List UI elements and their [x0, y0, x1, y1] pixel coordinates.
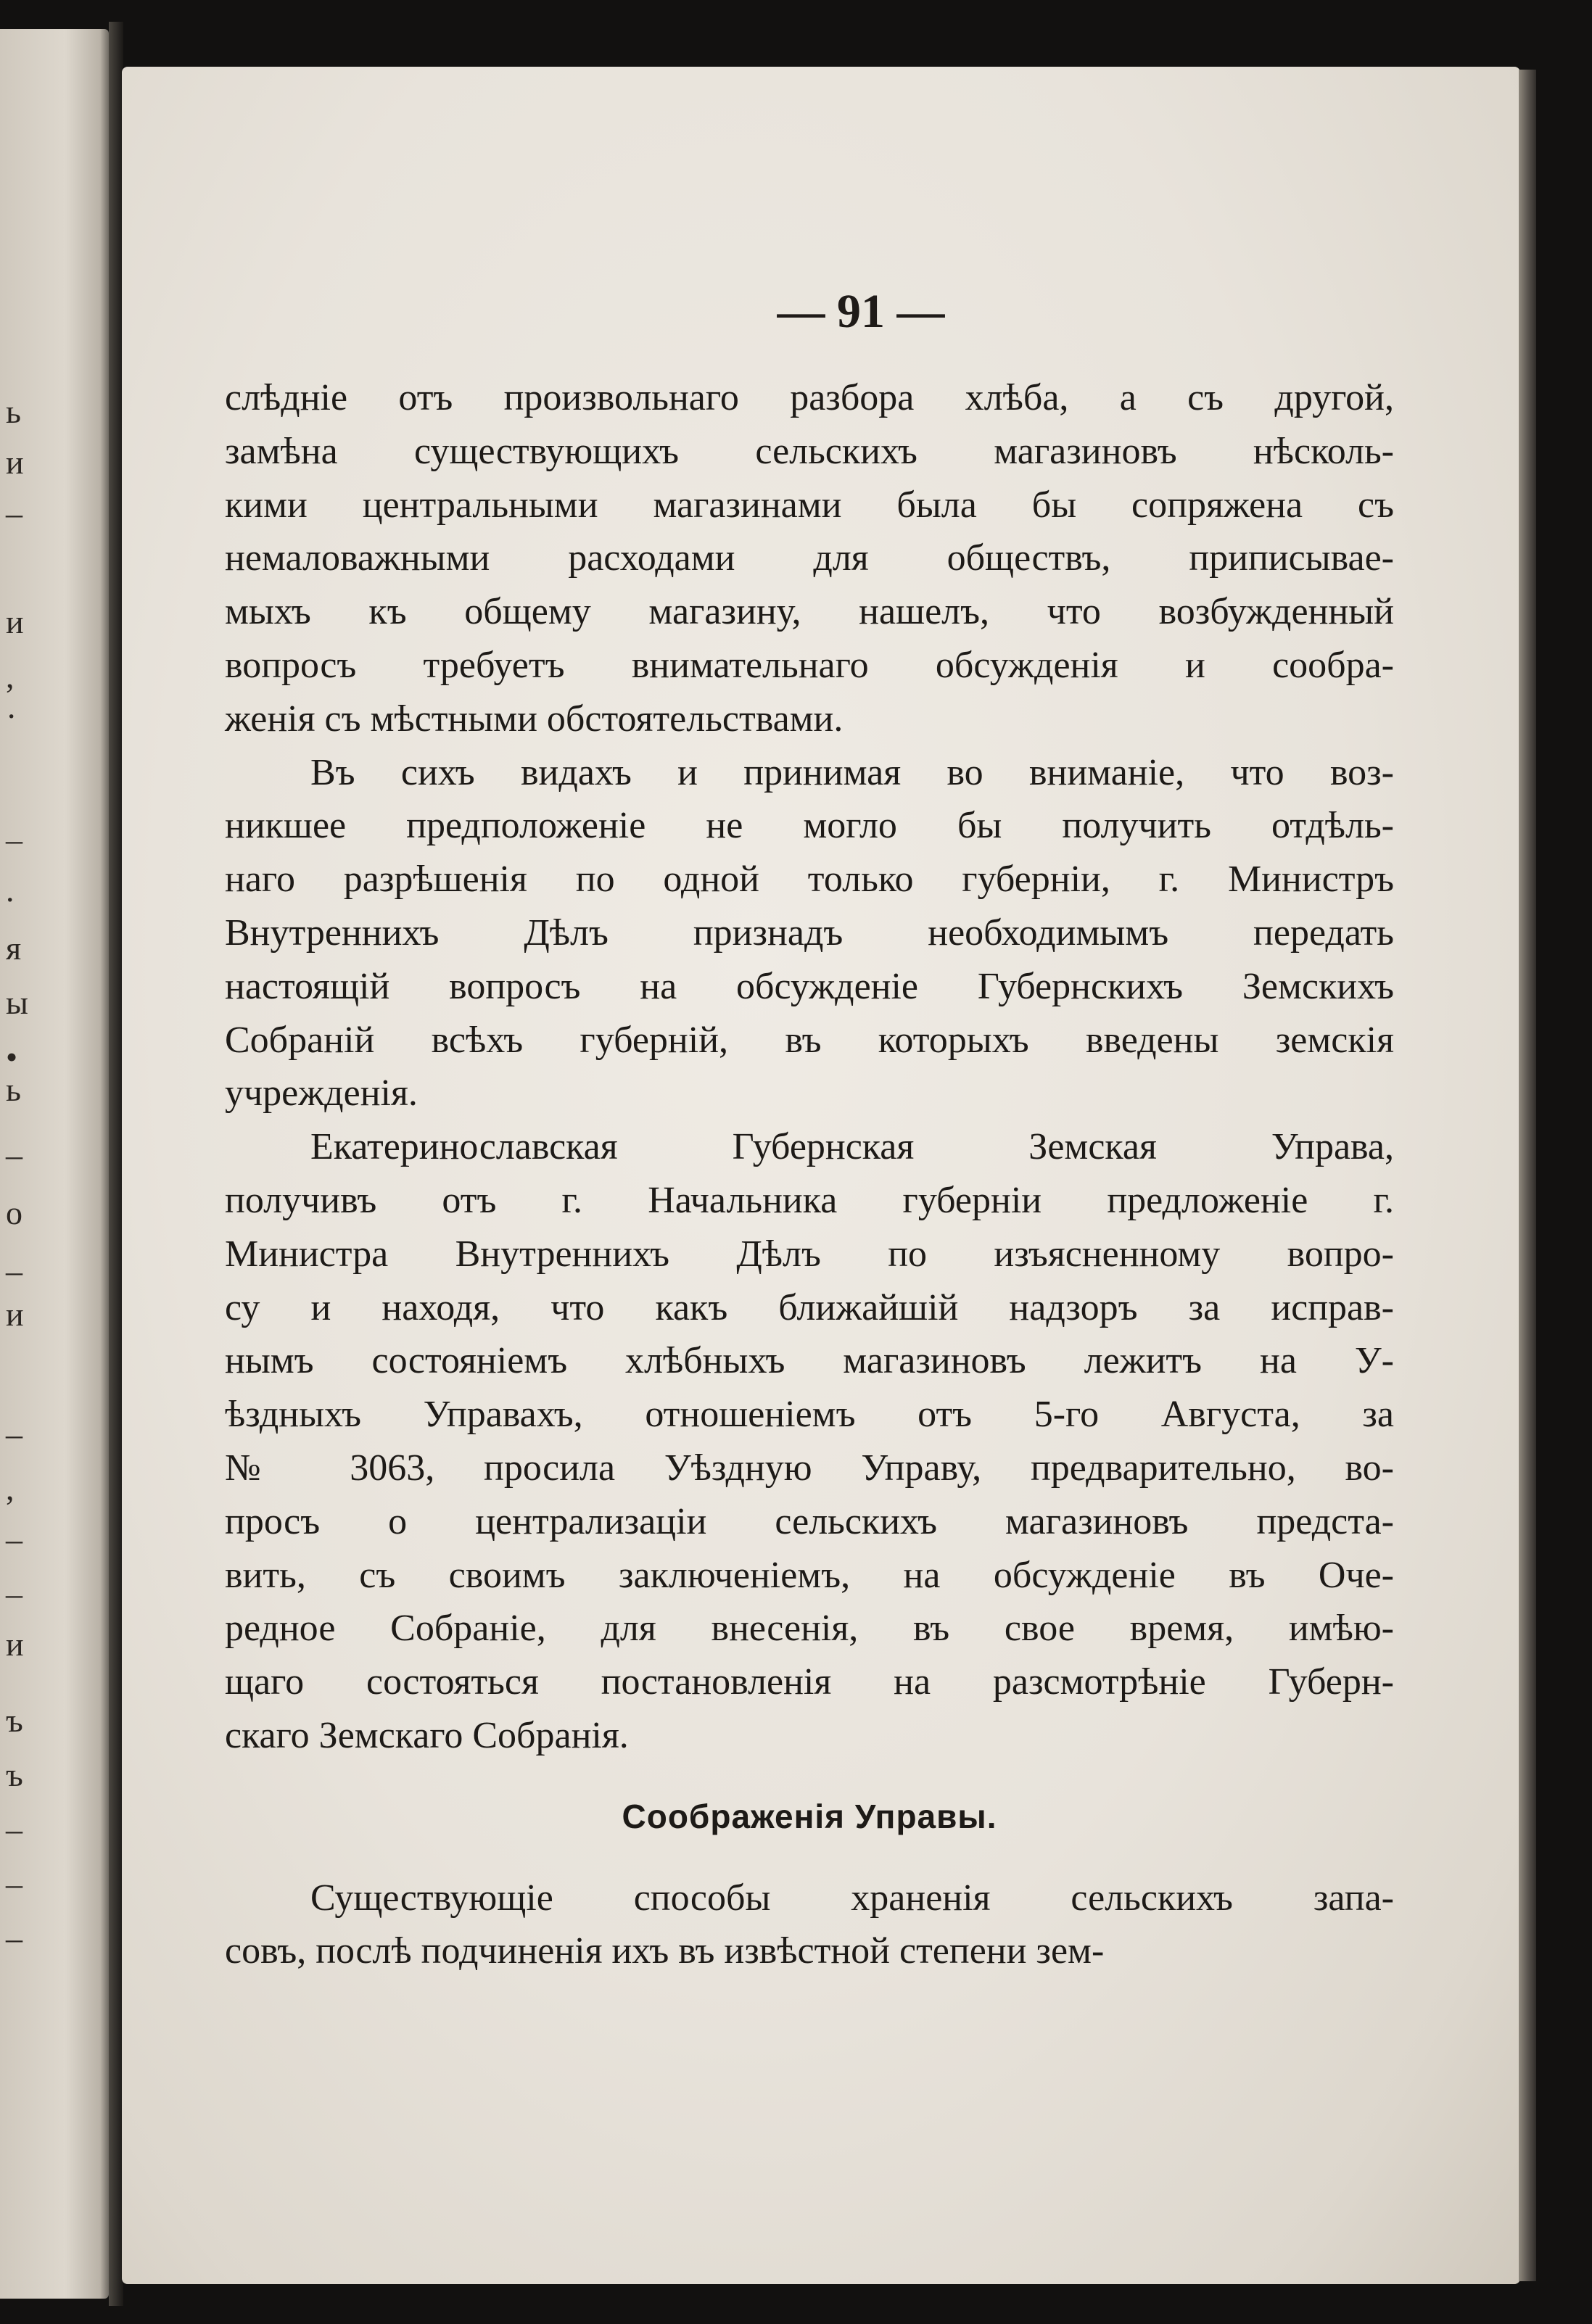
- left-page-fragment: –: [6, 821, 22, 858]
- text-line: женія съ мѣстными обстоятельствами.: [225, 698, 844, 740]
- left-page-fragment: –: [6, 495, 22, 532]
- text-line: вить, съ своимъ заключеніемъ, на обсужденіе въ Оче-: [225, 1554, 1394, 1596]
- text-line: Внутреннихъ Дѣлъ признадъ необходимымъ передать: [225, 911, 1394, 954]
- text-line: замѣна существующихъ сельскихъ магазиновъ нѣсколь-: [225, 430, 1394, 472]
- left-page-fragment: –: [6, 1252, 22, 1289]
- left-page-fragment: и: [6, 1626, 24, 1663]
- left-page-fragment: и: [6, 444, 24, 481]
- text-line: наго разрѣшенія по одной только губерніи, г. Министръ: [225, 859, 1394, 901]
- left-page-fragment: и: [6, 603, 24, 640]
- left-page-fragment: ъ: [6, 1756, 23, 1793]
- text-line: ѣздныхъ Управахъ, отношеніемъ отъ 5-го Августа, за: [225, 1394, 1394, 1436]
- left-page-fragment: –: [6, 1415, 22, 1452]
- paragraph: [225, 746, 1394, 1121]
- text-line: кими центральными магазинами была бы сопряжена съ: [225, 484, 1394, 526]
- left-page-fragment: –: [6, 1919, 22, 1956]
- left-page-edge: [0, 29, 109, 2299]
- text-line: Министра Внутреннихъ Дѣлъ по изъясненному вопро-: [225, 1233, 1394, 1275]
- text-line: № 3063, просила Уѣздную Управу, предварительно, во-: [225, 1447, 1394, 1489]
- text-block: [225, 371, 1394, 1978]
- left-page-fragment: .: [6, 872, 15, 909]
- text-line: скаго Земскаго Собранія.: [225, 1714, 629, 1756]
- book-gutter: [109, 22, 123, 2306]
- left-page-fragment: ,: [6, 1470, 15, 1507]
- text-line: щаго состояться постановленія на разсмотрѣніе Губерн-: [225, 1661, 1394, 1703]
- paragraph: [225, 1872, 1394, 1979]
- left-page-fragment: ы: [6, 984, 28, 1021]
- text-line: редное Собраніе, для внесенія, въ свое время, имѣю-: [225, 1608, 1394, 1650]
- left-page-fragment: ь: [6, 1071, 21, 1108]
- text-line: Собраній всѣхъ губерній, въ которыхъ введены земскія: [225, 1019, 1394, 1061]
- left-page-fragment: ,: [6, 658, 15, 695]
- left-page-fragment: я: [6, 930, 22, 967]
- text-line: учрежденія.: [225, 1072, 418, 1115]
- text-line: настоящій вопросъ на обсужденіе Губернскихъ Земскихъ: [225, 965, 1394, 1007]
- left-page-fragment: –: [6, 1575, 22, 1612]
- text-line: су и находя, что какъ ближайшій надзоръ за исправ-: [225, 1286, 1394, 1328]
- left-page-fragment: –: [6, 1136, 22, 1173]
- text-line: немаловажными расходами для обществъ, приписывае-: [225, 537, 1394, 579]
- text-line: слѣдніе отъ произвольнаго разбора хлѣба, а съ другой,: [225, 377, 1394, 418]
- section-heading: Соображенія Управы.: [622, 1797, 997, 1835]
- text-line: получивъ отъ г. Начальника губерніи предложеніе г.: [225, 1179, 1394, 1221]
- page-number: — 91 —: [777, 285, 945, 338]
- text-line: никшее предположеніе не могло бы получить отдѣль-: [225, 805, 1394, 847]
- left-page-fragment: •: [6, 1038, 18, 1075]
- left-page-fragment: –: [6, 1811, 22, 1848]
- text-line: Въ сихъ видахъ и принимая во вниманіе, что воз-: [310, 751, 1394, 793]
- page-stack-edge: [1519, 70, 1536, 2281]
- paragraph: [225, 371, 1394, 746]
- text-line: мыхъ къ общему магазину, нашелъ, что возбужденный: [225, 591, 1394, 633]
- text-line: просъ о централизаціи сельскихъ магазиновъ предста-: [225, 1500, 1394, 1542]
- text-line: нымъ состояніемъ хлѣбныхъ магазиновъ лежитъ на У-: [225, 1340, 1394, 1382]
- paragraph: [225, 1120, 1394, 1763]
- left-page-fragment: –: [6, 1521, 22, 1558]
- text-line: Существующіе способы храненія сельскихъ запа-: [310, 1877, 1394, 1919]
- book-page: [122, 67, 1520, 2284]
- left-page-fragment: ъ: [6, 1702, 23, 1739]
- text-line: совъ, послѣ подчиненія ихъ въ извѣстной степени зем-: [225, 1930, 1105, 1972]
- left-page-fragment: –: [6, 1865, 22, 1902]
- left-page-fragment: ь: [6, 393, 21, 430]
- text-line: Екатеринославская Губернская Земская Управа,: [310, 1126, 1394, 1168]
- left-page-fragment: ·: [6, 698, 17, 735]
- text-line: вопросъ требуетъ внимательнаго обсужденія и сообра-: [225, 644, 1394, 686]
- left-page-fragment: о: [6, 1194, 22, 1231]
- left-page-fragment: и: [6, 1296, 24, 1333]
